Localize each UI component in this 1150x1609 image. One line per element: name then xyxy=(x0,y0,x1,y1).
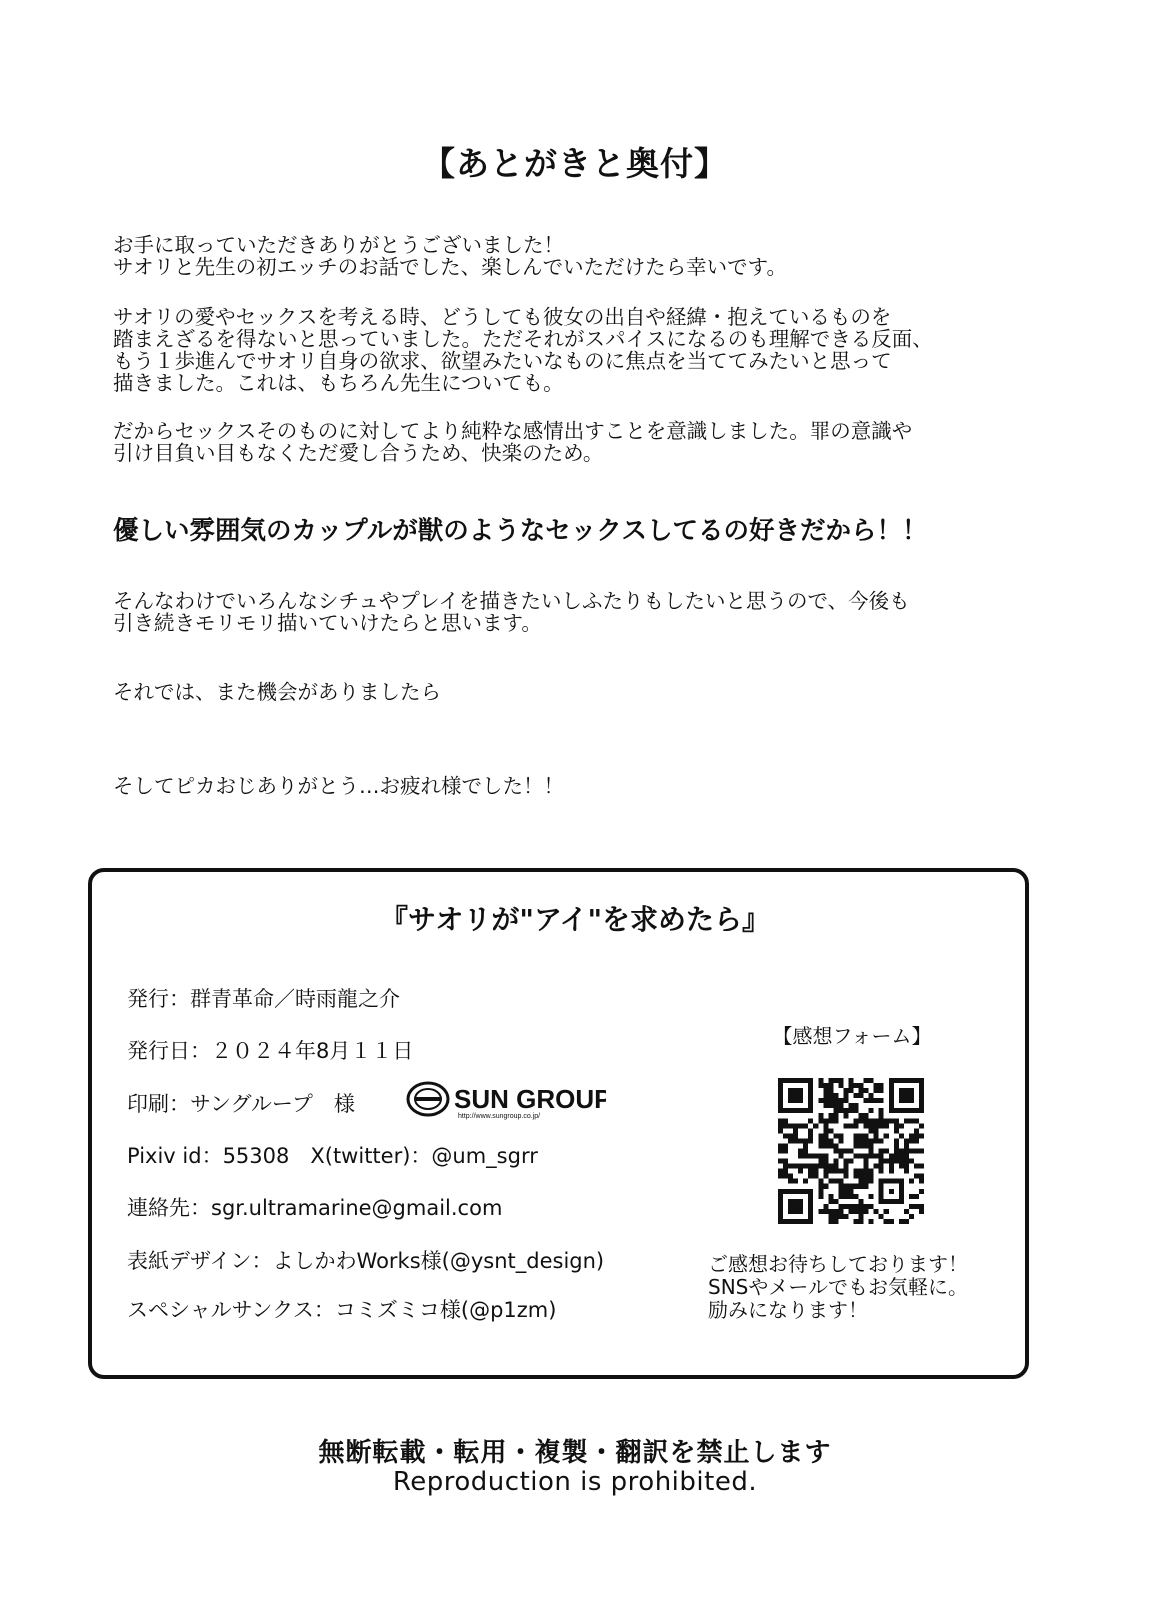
printer-line: 印刷：サングループ 様 xyxy=(127,1092,355,1116)
text-line: 踏まえざるを得ないと思っていました。ただそれがスパイスになるのも理解できる反面、 xyxy=(113,327,933,351)
afterword-closing-3 xyxy=(113,775,1053,797)
afterword-paragraph-1 xyxy=(113,234,1053,278)
afterword-closing-2 xyxy=(113,681,1053,703)
feedback-qr-code[interactable] xyxy=(778,1078,924,1224)
afterword-paragraph-2 xyxy=(113,306,1053,394)
text-line: SNSやメールでもお気軽に。 xyxy=(708,1275,968,1299)
text-line: 引き続きモリモリ描いていけたらと思います。 xyxy=(113,611,542,635)
sungroup-logo-text: SUN GROUP xyxy=(454,1084,606,1114)
feedback-form-label: 【感想フォーム】 xyxy=(772,1024,932,1048)
contact-line: 連絡先：sgr.ultramarine@gmail.com xyxy=(127,1196,503,1220)
feedback-message xyxy=(708,1253,1018,1322)
reproduction-notice-en: Reproduction is prohibited. xyxy=(392,1467,758,1497)
text-line: 引け目負い目もなくただ愛し合うため、快楽のため。 xyxy=(113,441,604,465)
qr-code-icon xyxy=(778,1078,924,1224)
text-line: お手に取っていただきありがとうございました！ xyxy=(113,233,564,257)
date-line: 発行日：２０２４年8月１１日 xyxy=(127,1039,414,1063)
text-line: ご感想お待ちしております！ xyxy=(708,1252,968,1276)
sungroup-logo-icon xyxy=(406,1081,606,1121)
special-thanks-line: スペシャルサンクス：コミズミコ様(@p1zm) xyxy=(127,1298,557,1322)
work-title: 『サオリが"アイ"を求めたら』 xyxy=(379,903,771,936)
text-line: もう１歩進んでサオリ自身の欲求、欲望みたいなものに焦点を当ててみたいと思って xyxy=(113,349,892,373)
sungroup-logo-url: http://www.sungroup.co.jp/ xyxy=(458,1113,541,1120)
text-line: サオリの愛やセックスを考える時、どうしても彼女の出自や経緯・抱えているものを xyxy=(113,305,892,329)
cover-design-line: 表紙デザイン：よしかわWorks様(@ysnt_design) xyxy=(127,1249,605,1273)
afterword-title: 【あとがきと奥付】 xyxy=(422,144,728,183)
text-line: 励みになります！ xyxy=(708,1298,868,1322)
publisher-line: 発行：群青革命／時雨龍之介 xyxy=(127,987,400,1011)
text-line: そしてピカおじありがとう…お疲れ様でした！！ xyxy=(113,774,564,798)
text-line: それでは、また機会がありましたら xyxy=(113,680,441,704)
sungroup-logo xyxy=(406,1081,606,1121)
text-line: サオリと先生の初エッチのお話でした、楽しんでいただけたら幸いです。 xyxy=(113,255,788,279)
text-line: だからセックスそのものに対してより純粋な感情出すことを意識しました。罪の意識や xyxy=(113,419,913,443)
afterword-emphasis: 優しい雰囲気のカップルが獣のようなセックスしてるの好きだから！！ xyxy=(113,516,928,546)
reproduction-notice-jp: 無断転載・転用・複製・翻訳を禁止します xyxy=(318,1438,832,1468)
ids-line: Pixiv id：55308 X(twitter)：@um_sgrr xyxy=(127,1144,538,1168)
text-line: 描きました。これは、もちろん先生についても。 xyxy=(113,371,564,395)
afterword-paragraph-3 xyxy=(113,420,1053,464)
afterword-closing-1 xyxy=(113,590,1053,634)
text-line: そんなわけでいろんなシチュやプレイを描きたいしふたりもしたいと思うので、今後も xyxy=(113,589,910,613)
